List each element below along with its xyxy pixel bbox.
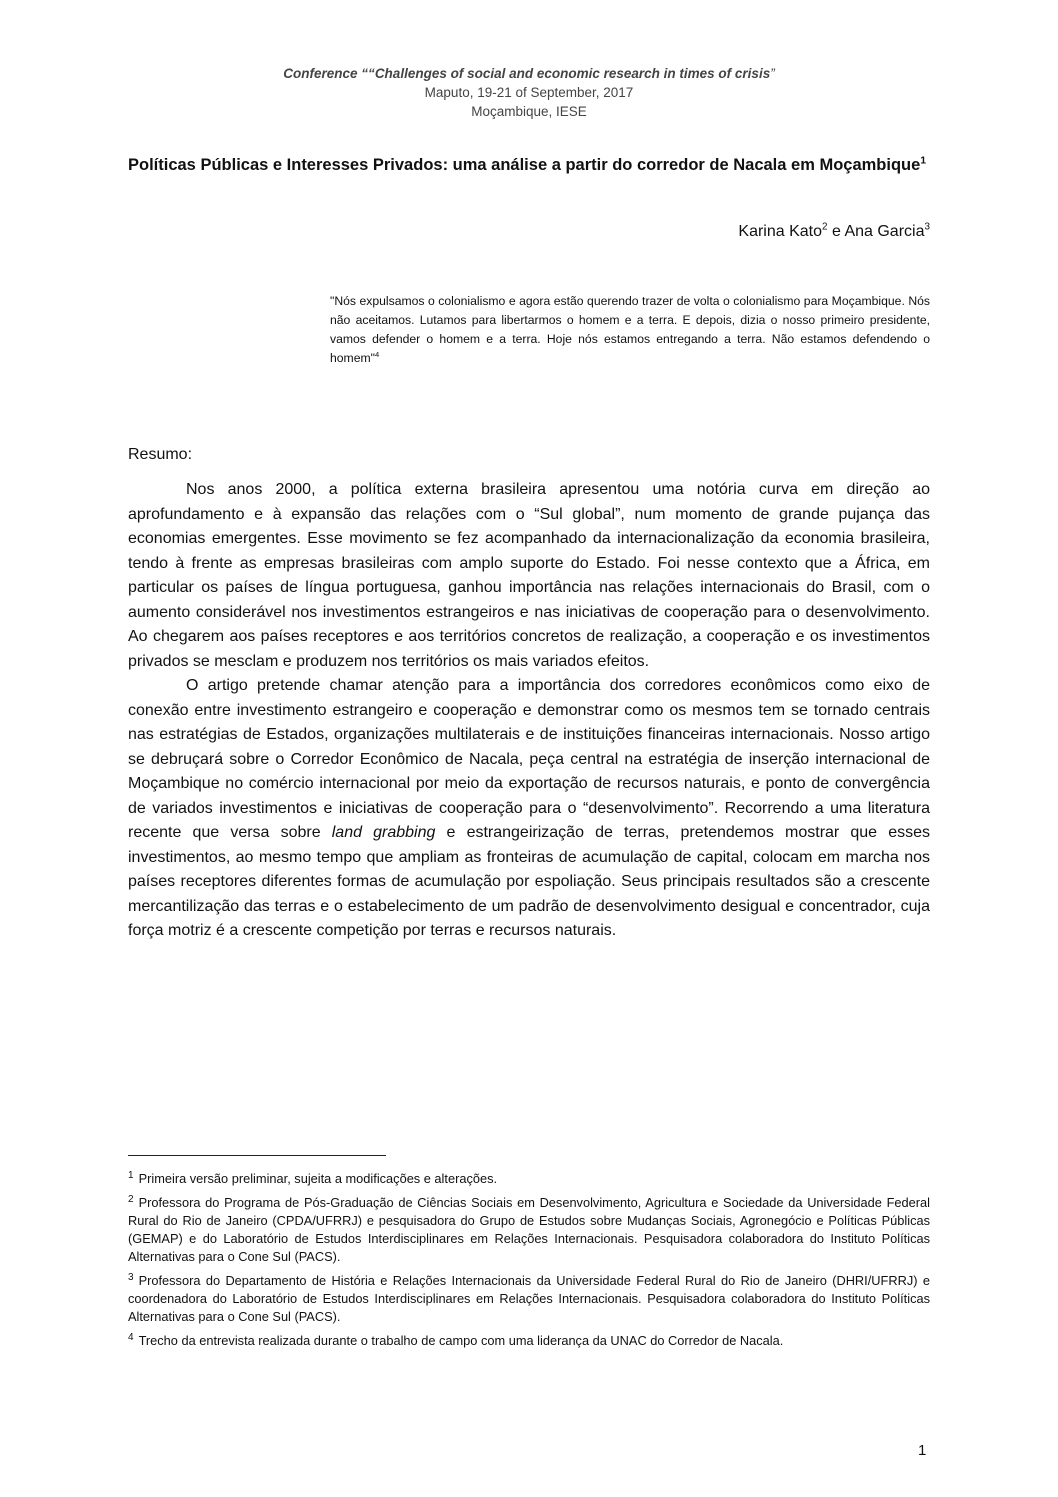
paper-title-text: Políticas Públicas e Interesses Privados: uma análise a partir do corredor de Nacala em Moçambique xyxy=(128,156,921,174)
conference-header xyxy=(0,64,1058,121)
footnote-4-text: Trecho da entrevista realizada durante o trabalho de campo com uma liderança da UNAC do Corredor de Nacala. xyxy=(138,1333,784,1348)
author-1: Karina Kato xyxy=(738,223,823,240)
page-number: 1 xyxy=(918,1442,927,1459)
footnote-2-mark: 2 xyxy=(128,1193,134,1205)
abstract-paragraph-2 xyxy=(128,674,930,944)
title-footnote-mark[interactable]: 1 xyxy=(920,155,926,167)
footnotes xyxy=(128,1170,930,1356)
abstract-italic-term: land grabbing xyxy=(331,824,436,841)
footnote-4-mark: 4 xyxy=(128,1331,134,1343)
footnote-1-mark: 1 xyxy=(128,1169,134,1181)
author-2-footnote-mark[interactable]: 3 xyxy=(924,221,930,233)
author-1-footnote-mark[interactable]: 2 xyxy=(822,221,828,233)
paper-title xyxy=(128,148,930,182)
author-connector: e xyxy=(827,223,845,240)
footnote-3 xyxy=(128,1272,930,1326)
footnote-1 xyxy=(128,1170,930,1188)
epigraph-text: "Nós expulsamos o colonialismo e agora estão querendo trazer de volta o colonialismo para Moçambique. Nós não aceitamos. Lutamos para libertarmos o homem e a terra. E depois, dizia o nosso primeiro presidente, vamos defender o homem e a terra. Hoje nós estamos entregando a terra. Não estamos defendendo o homem" xyxy=(330,294,930,365)
conference-location: Moçambique, IESE xyxy=(471,104,587,119)
epigraph-footnote-mark[interactable]: 4 xyxy=(374,349,380,359)
conference-date: Maputo, 19-21 of September, 2017 xyxy=(424,85,634,100)
epigraph-quote xyxy=(330,292,930,368)
conference-title: Challenges of social and economic research in times of crisis xyxy=(374,66,771,81)
abstract-paragraph-1: Nos anos 2000, a política externa brasileira apresentou uma notória curva em direção ao aprofundamento e à expansão das relações com o “Sul global”, num momento de grande pujança das economias emergentes. Esse movimento se fez acompanhado da internacionalização da economia brasileira, tendo à frente as empresas brasileiras com amplo suporte do Estado. Foi nesse contexto que a África, em particular os países de língua portuguesa, ganhou importância nas relações internacionais do Brasil, com o aumento considerável nos investimentos estrangeiros e nas iniciativas de cooperação para o desenvolvimento. Ao chegarem aos países receptores e aos territórios concretos de realização, a cooperação e os investimentos privados se mesclam e produzem nos territórios os mais variados efeitos. xyxy=(128,481,930,670)
footnote-separator xyxy=(128,1155,386,1156)
conference-prefix: Conference ““ xyxy=(283,66,375,81)
abstract-heading: Resumo: xyxy=(128,446,193,463)
footnote-3-text: Professora do Departamento de História e Relações Internacionais da Universidade Federal Rural do Rio de Janeiro (DHRI/UFRRJ) e coordenadora do Laboratório de Estudos Interdisciplinares em Relações Internacionais. Pesquisadora colaboradora do Instituto Políticas Alternativas para o Cone Sul (PACS). xyxy=(128,1273,930,1324)
footnote-1-text: Primeira versão preliminar, sujeita a modificações e alterações. xyxy=(138,1171,498,1186)
footnote-2 xyxy=(128,1194,930,1266)
author-2: Ana Garcia xyxy=(844,223,925,240)
footnote-2-text: Professora do Programa de Pós-Graduação de Ciências Sociais em Desenvolvimento, Agricultura e Sociedade da Universidade Federal Rural do Rio de Janeiro (CPDA/UFRRJ) e pesquisadora do Grupo de Estudos sobre Mudanças Sociais, Agronegócio e Políticas Públicas (GEMAP) e do Laboratório de Estudos Interdisciplinares em Relações Internacionais. Pesquisadora colaboradora do Instituto Políticas Alternativas para o Cone Sul (PACS). xyxy=(128,1195,930,1264)
footnote-3-mark: 3 xyxy=(128,1271,134,1283)
abstract-paragraph-2-start: O artigo pretende chamar atenção para a importância dos corredores econômicos como eixo de conexão entre investimento estrangeiro e cooperação e demonstrar como os mesmos tem se tornado centrais nas estratégias de Estados, organizações multilaterais e de instituições financeiras internacionais. Nosso artigo se debruçará sobre o Corredor Econômico de Nacala, peça central na estratégia de inserção internacional de Moçambique no comércio internacional por meio da exportação de recursos naturais, e ponto de convergência de variados investimentos e iniciativas de cooperação para o “desenvolvimento”. Recorrendo a uma literatura recente que versa sobre xyxy=(128,677,930,841)
abstract-body xyxy=(128,478,930,944)
conference-suffix: ” xyxy=(770,66,775,81)
footnote-4 xyxy=(128,1332,930,1350)
abstract-paragraph-2-end: e estrangeirização de terras, pretendemos mostrar que esses investimentos, ao mesmo tempo que ampliam as fronteiras de acumulação de capital, colocam em marcha nos países receptores diferentes formas de acumulação por espoliação. Seus principais resultados são a crescente mercantilização das terras e o estabelecimento de um padrão de desenvolvimento desigual e concentrador, cuja força motriz é a crescente competição por terras e recursos naturais. xyxy=(128,824,931,939)
author-line xyxy=(738,223,930,241)
conference-line xyxy=(0,64,1058,83)
